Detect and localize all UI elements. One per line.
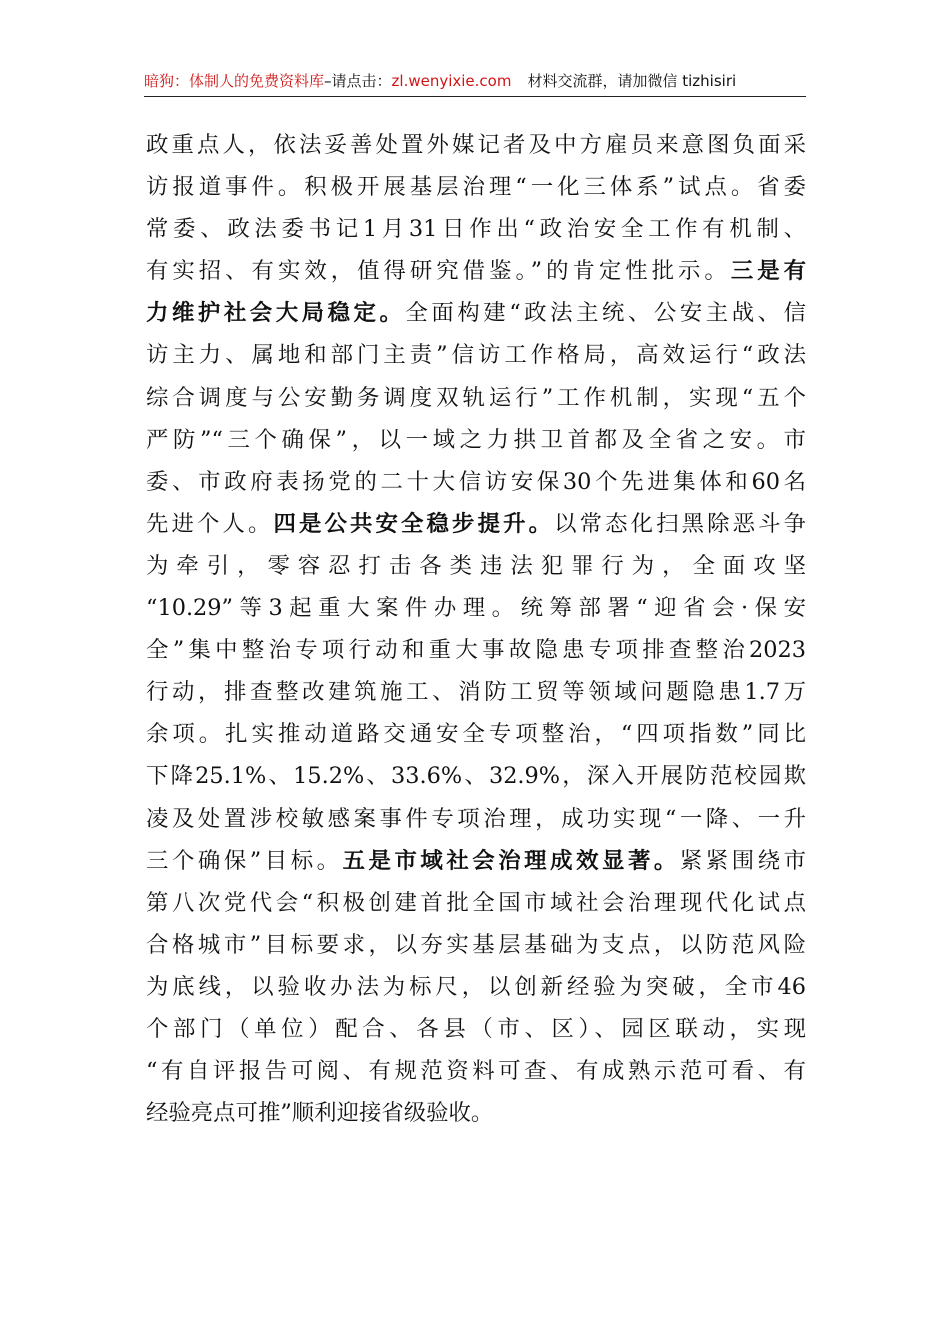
body-line: 常委、政法委书记1月31日作出“政治安全工作有机制、	[146, 216, 806, 243]
body-line: 访报道事件。积极开展基层治理“一化三体系”试点。省委	[146, 174, 806, 201]
body-line: 个部门（单位）配合、各县（市、区）、园区联动，实现	[146, 1015, 806, 1042]
body-line: 政重点人，依法妥善处置外媒记者及中方雇员来意图负面采	[146, 132, 806, 158]
point-four-heading: 四是公共安全稳步提升。	[273, 510, 555, 537]
body-line	[146, 292, 806, 334]
point-three-heading-end: 力维护社会大局稳定。	[146, 300, 406, 327]
body-line: 合格城市”目标要求，以夯实基层基础为支点，以防范风险	[146, 931, 806, 958]
header-url-link[interactable]: zl.wenyixie.com	[391, 72, 512, 90]
body-line: 下降25.1%、15.2%、33.6%、32.9%，深入开展防范校园欺	[146, 763, 806, 790]
body-line: “有自评报告可阅、有规范资料可查、有成熟示范可看、有	[146, 1058, 806, 1085]
body-line: 为底线，以验收办法为标尺，以创新经验为突破，全市46	[146, 973, 806, 1000]
body-line: 综合调度与公安勤务调度双轨运行”工作机制，实现“五个	[146, 384, 806, 411]
body-text-run: 全面构建“政法主统、公安主战、信	[405, 300, 806, 327]
body-line: 余项。扎实推动道路交通安全专项整治，“四项指数”同比	[146, 721, 806, 748]
body-line: “10.29”等3起重大案件办理。统筹部署“迎省会·保安	[146, 595, 806, 622]
body-line: 为牵引，零容忍打击各类违法犯罪行为，全面攻坚	[146, 552, 806, 579]
body-line: 访主力、属地和部门主责”信访工作格局，高效运行“政法	[146, 342, 806, 369]
body-line	[146, 840, 806, 882]
body-line	[146, 250, 806, 292]
body-line-last: 经验亮点可推”顺利迎接省级验收。	[146, 1100, 494, 1127]
body-line	[146, 503, 806, 545]
body-text-run: 有实招、有实效，值得研究借鉴。”的肯定性批示。	[146, 258, 731, 285]
point-five-heading: 五是市域社会治理成效显著。	[342, 847, 680, 874]
body-text-run: 以常态化扫黑除恶斗争	[554, 510, 806, 537]
document-body	[146, 124, 806, 1134]
header-wechat-note: 材料交流群，请加微信 tizhisiri	[527, 72, 737, 90]
page-header	[144, 70, 806, 97]
body-text-run: 紧紧围绕市	[679, 847, 806, 874]
header-site-label: 暗狗：体制人的免费资料库	[144, 72, 325, 90]
body-line: 凌及处置涉校敏感案事件专项治理，成功实现“一降、一升	[146, 805, 806, 832]
header-click-text: –请点击：	[324, 72, 392, 90]
body-text-run: 三个确保”目标。	[146, 847, 343, 874]
body-line: 严防”“三个确保”，以一域之力拱卫首都及全省之安。市	[146, 426, 806, 453]
body-line: 全”集中整治专项行动和重大事故隐患专项排查整治2023	[146, 637, 806, 664]
point-three-heading-start: 三是有	[730, 258, 806, 285]
body-line: 第八次党代会“积极创建首批全国市域社会治理现代化试点	[146, 889, 806, 916]
body-text-run: 先进个人。	[146, 510, 274, 537]
body-line: 行动，排查整改建筑施工、消防工贸等领域问题隐患1.7万	[146, 679, 806, 706]
body-line: 委、市政府表扬党的二十大信访安保30个先进集体和60名	[146, 468, 806, 495]
